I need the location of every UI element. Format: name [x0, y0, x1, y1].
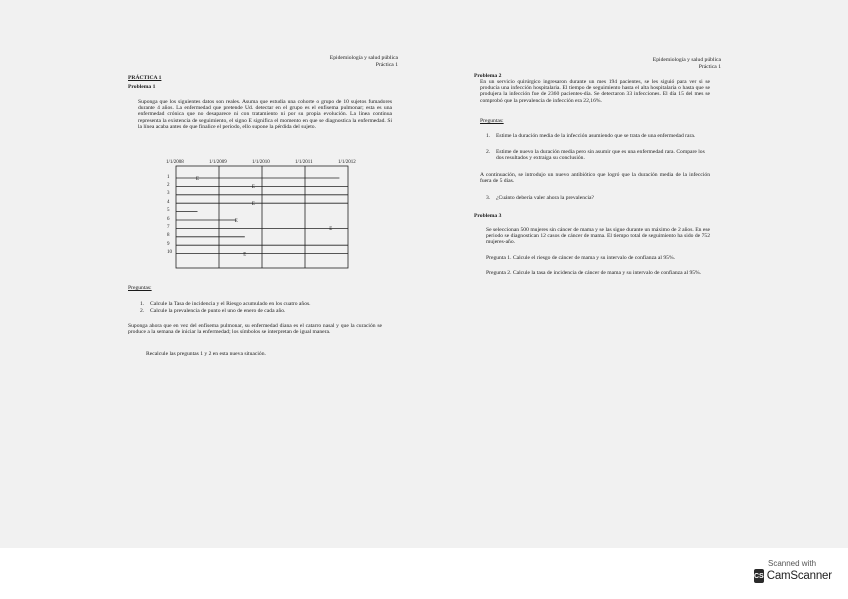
right-header-practice: Práctica 1: [698, 64, 721, 70]
timeline-row-label: 8: [167, 233, 170, 239]
problem3-question-2: Pregunta 2. Calcule la tasa de incidencia de cáncer de mama y su intervalo de confianza al 95%.: [486, 270, 702, 276]
camscanner-brand: [754, 569, 830, 583]
timeline-row-label: 6: [167, 216, 170, 222]
left-question-2: 2. Calcule la prevalencia de punto el uno de enero de cada año.: [140, 308, 286, 314]
problem1-intro: Suponga que los siguientes datos son reales. Asuma que estudia una cohorte o grupo de 10 sujetos fumadores durante 4 años. La enfermedad que pretende Ud. detectar en el grupo es el enfisema pulmonar; esta es una enfermedad crónica que no desaparece ni con tratamiento ni por su propia evolución. La línea continua representa la existencia de seguimiento, el signo E significa el momento en que se diagnostica la enfermedad. Si la línea acaba antes de que finalice el período, ello supone la pérdida del sujeto.: [138, 99, 392, 130]
left-header-practice: Práctica 1: [375, 62, 398, 68]
problem3-title: Problema 3: [474, 213, 502, 219]
left-page: [128, 0, 398, 548]
practice-title: PRÁCTICA 1: [128, 75, 162, 81]
event-marker: E: [234, 218, 238, 224]
right-questions-title: Preguntas:: [480, 118, 504, 124]
timeline-tick-label: 1/1/2011: [295, 160, 313, 165]
right-question-1-text: Estime la duración media de la infección asumiendo que se trata de una enfermedad rara.: [496, 133, 696, 139]
timeline-row-label: 10: [167, 250, 172, 256]
timeline-tick-label: 1/1/2009: [209, 160, 227, 165]
event-marker: E: [196, 176, 200, 182]
scanned-with-label: Scanned with: [767, 559, 817, 568]
left-questions-title: Preguntas:: [128, 285, 152, 291]
problem1-title: Problema 1: [128, 84, 156, 90]
left-question-2-text: Calcule la prevalencia de punto el uno de enero de cada año.: [150, 308, 286, 314]
right-question-3: 3. ¿Cuánto debería valer ahora la prevalencia?: [486, 195, 594, 201]
right-question-3-text: ¿Cuánto debería valer ahora la prevalencia?: [496, 195, 594, 201]
camscanner-watermark: [754, 559, 830, 583]
antibiotic-text: A continuación, se introdujo un nuevo antibiótico que logró que la duración media de la infección fuera de 5 días.: [480, 172, 710, 185]
event-marker: E: [329, 227, 333, 233]
timeline-tick-label: 1/1/2010: [252, 160, 270, 165]
problem3-text: Se seleccionan 500 mujeres sin cáncer de mama y se las sigue durante un máximo de 2 años. En ese periodo se diagnostican 12 casos de cáncer de mama. El tiempo total de seguimiento ha sido de 752 mujeres-año.: [486, 227, 710, 246]
timeline-plot: [128, 156, 388, 274]
left-question-1-text: Calcule la Tasa de incidencia y el Riesgo acumulado en los cuatro años.: [150, 301, 311, 307]
timeline-row-label: 5: [167, 208, 170, 214]
left-header-course: Epidemiología y salud pública: [329, 55, 398, 61]
problem3-question-1: Pregunta 1. Calcule el riesgo de cáncer de mama y su intervalo de confianza al 95%.: [486, 255, 676, 261]
timeline-row-label: 3: [167, 191, 170, 197]
timeline-row-label: 1: [167, 174, 170, 180]
event-marker: E: [251, 202, 255, 207]
left-header: [330, 55, 398, 69]
right-page: [468, 0, 721, 548]
right-header-course: Epidemiología y salud pública: [652, 57, 721, 63]
timeline-tick-label: 1/1/2008: [166, 160, 184, 165]
problem2-title: Problema 2: [474, 73, 502, 79]
timeline-tick-label: 1/1/2012: [338, 160, 356, 165]
event-marker: E: [243, 252, 247, 258]
right-header: [653, 57, 721, 71]
timeline-row-label: 7: [167, 224, 170, 230]
follow-up-timeline: [128, 156, 388, 274]
left-question-1: 1. Calcule la Tasa de incidencia y el Riesgo acumulado en los cuatro años.: [140, 301, 311, 307]
camscanner-name: CamScanner: [766, 570, 832, 582]
timeline-row-label: 9: [167, 241, 170, 247]
timeline-row-label: 2: [167, 182, 170, 188]
timeline-row-label: 4: [167, 199, 170, 205]
problem2-text: En un servicio quirúrgico ingresaron durante un mes 194 pacientes, se les siguió para ver si se producía una infección hospitalaria. El tiempo de seguimiento hasta el alta hospitalaria o hasta que se produjera la infección fue de 2360 pacientes-día. Se detectaron 33 infecciones. El día 15 del mes se comprobó que la prevalencia de infección era 22,16%.: [480, 79, 710, 104]
left-recalc-text: Recalcule las preguntas 1 y 2 en esta nueva situación.: [146, 351, 266, 357]
right-question-2-text: Estime de nuevo la duración media pero sin asumir que es una enfermedad rara. Compare los dos resultados y extraiga su conclusión.: [496, 149, 705, 162]
camscanner-logo-icon: CS: [754, 569, 764, 583]
right-question-1: 1. Estime la duración media de la infección asumiendo que se trata de una enfermedad rara.: [486, 133, 696, 139]
event-marker: E: [251, 185, 255, 191]
left-follow-up-text: Suponga ahora que en vez del enfisema pulmonar, su enfermedad diana es el catarro nasal y que la curación se produce a la semana de iniciar la enfermedad; los símbolos se interpretan de igual manera.: [128, 323, 382, 336]
right-question-2: 2. Estime de nuevo la duración media pero sin asumir que es una enfermedad rara. Compare los dos resultados y extraiga su conclusión.: [486, 149, 705, 162]
